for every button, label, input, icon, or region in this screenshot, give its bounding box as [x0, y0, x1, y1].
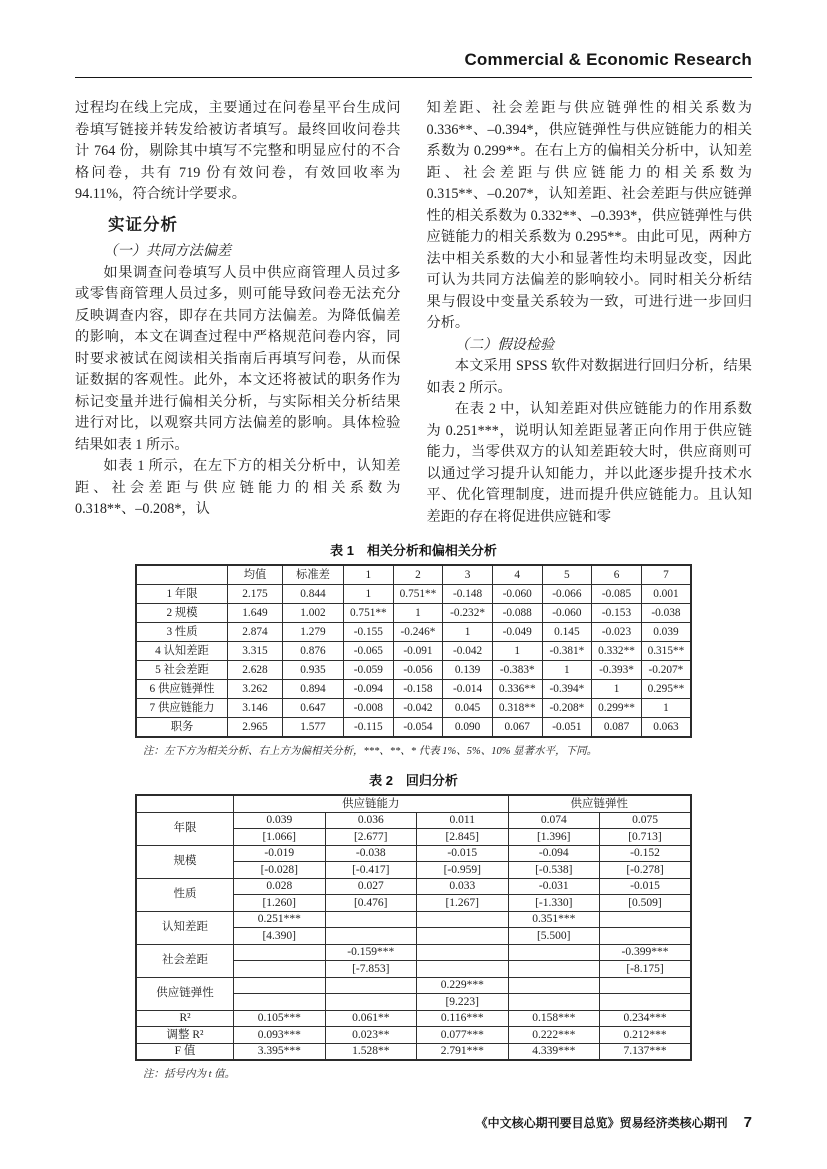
- table-cell: 7.137***: [600, 1043, 692, 1060]
- table-cell: 0.844: [283, 585, 344, 604]
- table-cell: [-1.330]: [508, 895, 600, 912]
- table-cell: -0.091: [393, 642, 443, 661]
- table-cell: 3.262: [228, 680, 283, 699]
- table-row: [136, 604, 691, 623]
- table-cell: [325, 928, 417, 945]
- table-cell: 0.145: [542, 623, 592, 642]
- table-cell: [4.390]: [234, 928, 326, 945]
- table-cell: [508, 944, 600, 961]
- table2-title: 表 2 回归分析: [369, 773, 458, 788]
- table-cell: [0.476]: [325, 895, 417, 912]
- table2-note: 注：括号内为 t 值。: [143, 1069, 236, 1080]
- table-cell: -0.115: [344, 718, 394, 738]
- table-cell: 0.067: [492, 718, 542, 738]
- subsection-heading: （二）假设检验: [454, 336, 555, 353]
- correlation-table: [135, 564, 692, 738]
- group-column-header: 供应链弹性: [508, 795, 691, 812]
- table-cell: -0.060: [542, 604, 592, 623]
- table-cell: [2.845]: [417, 829, 509, 846]
- table-cell: [325, 994, 417, 1011]
- table-cell: 0.876: [283, 642, 344, 661]
- table-cell: [417, 911, 509, 928]
- table-cell: 1: [344, 585, 394, 604]
- table-cell: -0.042: [443, 642, 493, 661]
- table-cell: [-0.278]: [600, 862, 692, 879]
- table-cell: -0.023: [592, 623, 642, 642]
- table-cell: -0.246*: [393, 623, 443, 642]
- table-cell: [-0.028]: [234, 862, 326, 879]
- table-cell: [325, 911, 417, 928]
- table-cell: 0.935: [283, 661, 344, 680]
- table2-head: [136, 795, 691, 812]
- table-row: [136, 977, 691, 994]
- table-cell: [0.509]: [600, 895, 692, 912]
- table-row: [136, 911, 691, 928]
- table-cell: -0.399***: [600, 944, 692, 961]
- table-row: [136, 812, 691, 829]
- table-cell: -0.381*: [542, 642, 592, 661]
- table-cell: [-0.417]: [325, 862, 417, 879]
- row-label: 3 性质: [136, 623, 228, 642]
- row-label: 调整 R²: [136, 1027, 234, 1044]
- table-cell: [508, 994, 600, 1011]
- table-cell: 0.075: [600, 812, 692, 829]
- table-row: [136, 661, 691, 680]
- table-cell: 0.332**: [592, 642, 642, 661]
- row-label: 1 年限: [136, 585, 228, 604]
- table2-body: [136, 812, 691, 1060]
- table-row: [136, 699, 691, 718]
- table-cell: 0.045: [443, 699, 493, 718]
- table1-note: 注：左下方为相关分析、右上方为偏相关分析，***、**、* 代表 1%、5%、10% 显著水平，下同。: [143, 746, 598, 757]
- table-cell: -0.207*: [641, 661, 691, 680]
- table-cell: [417, 961, 509, 978]
- right-column: [427, 98, 753, 528]
- table-cell: 0.222***: [508, 1027, 600, 1044]
- table-cell: -0.394*: [542, 680, 592, 699]
- table-row: [136, 623, 691, 642]
- body-paragraph: 本文采用 SPSS 软件对数据进行回归分析，结果如表 2 所示。: [426, 358, 752, 396]
- table-cell: -0.088: [492, 604, 542, 623]
- table-row: [136, 1043, 691, 1060]
- table-row: [136, 944, 691, 961]
- table-row: [136, 878, 691, 895]
- row-label: F 值: [136, 1043, 234, 1060]
- table-cell: 1.649: [228, 604, 283, 623]
- table-cell: -0.056: [393, 661, 443, 680]
- table-cell: -0.094: [344, 680, 394, 699]
- table-cell: 1.002: [283, 604, 344, 623]
- table-cell: [234, 994, 326, 1011]
- table-cell: -0.015: [417, 845, 509, 862]
- row-label: 6 供应链弹性: [136, 680, 228, 699]
- table-cell: [600, 928, 692, 945]
- table-cell: 0.158***: [508, 1010, 600, 1027]
- table-cell: -0.038: [325, 845, 417, 862]
- table-cell: 0.077***: [417, 1027, 509, 1044]
- table-row: [136, 845, 691, 862]
- table-cell: [417, 944, 509, 961]
- table-cell: -0.008: [344, 699, 394, 718]
- table-cell: 0.251***: [234, 911, 326, 928]
- table-cell: -0.155: [344, 623, 394, 642]
- column-header: 7: [641, 565, 691, 585]
- table-cell: [-0.538]: [508, 862, 600, 879]
- column-header: 标准差: [283, 565, 344, 585]
- table-cell: [600, 994, 692, 1011]
- table-cell: 1.279: [283, 623, 344, 642]
- journal-title-en: Commercial & Economic Research: [464, 50, 752, 69]
- table-cell: 0.234***: [600, 1010, 692, 1027]
- table-cell: [2.677]: [325, 829, 417, 846]
- table-cell: 1.577: [283, 718, 344, 738]
- table-cell: -0.393*: [592, 661, 642, 680]
- table-cell: 2.791***: [417, 1043, 509, 1060]
- table-cell: 3.146: [228, 699, 283, 718]
- column-header: 6: [592, 565, 642, 585]
- table-cell: 2.965: [228, 718, 283, 738]
- body-paragraph: 知差距、社会差距与供应链弹性的相关系数为 0.336**、–0.394*，供应链弹性与供应链能力的相关系数为 0.299**。在右上方的偏相关分析中，认知差距、社会差距与供应链能力的相关系数为 0.315**、–0.207*，认知差距、社会差距与供应链弹性的相关系数为 0.332**、–0.393*，供应链弹性与供应链能力的相关系数为 0.295**。由此可见，两种方法中相关系数的大小和显著性均未明显改变，因此可认为共同方法偏差的影响较小。同时相关分析结果与假设中变量关系较为一致，可进行进一步回归分析。: [426, 100, 752, 331]
- table-cell: -0.042: [393, 699, 443, 718]
- table-cell: -0.038: [641, 604, 691, 623]
- table-cell: 0.212***: [600, 1027, 692, 1044]
- table-cell: 0.023**: [325, 1027, 417, 1044]
- table-row: [136, 718, 691, 738]
- table-cell: 0.105***: [234, 1010, 326, 1027]
- page-number: 7: [743, 1114, 752, 1131]
- table-cell: [234, 961, 326, 978]
- table-cell: [1.267]: [417, 895, 509, 912]
- table-cell: [508, 961, 600, 978]
- article-body: [75, 98, 752, 528]
- table-cell: 0.033: [417, 878, 509, 895]
- table-cell: 0.751**: [393, 585, 443, 604]
- column-header: 2: [393, 565, 443, 585]
- column-header: 1: [344, 565, 394, 585]
- table-cell: -0.054: [393, 718, 443, 738]
- table-cell: [325, 977, 417, 994]
- table1-head: [136, 565, 691, 585]
- table1-title: 表 1 相关分析和偏相关分析: [330, 543, 497, 558]
- table1-body: [136, 585, 691, 738]
- table-cell: 2.628: [228, 661, 283, 680]
- table-cell: [-7.853]: [325, 961, 417, 978]
- table-cell: 2.874: [228, 623, 283, 642]
- left-column: [75, 98, 401, 528]
- table-cell: 0.139: [443, 661, 493, 680]
- table-cell: 0.039: [641, 623, 691, 642]
- table-cell: -0.153: [592, 604, 642, 623]
- table-cell: -0.059: [344, 661, 394, 680]
- table-cell: -0.014: [443, 680, 493, 699]
- table-cell: -0.094: [508, 845, 600, 862]
- table-cell: [234, 977, 326, 994]
- row-label: R²: [136, 1010, 234, 1027]
- table-cell: [0.713]: [600, 829, 692, 846]
- table-cell: -0.049: [492, 623, 542, 642]
- table-cell: -0.060: [492, 585, 542, 604]
- table-cell: 1: [542, 661, 592, 680]
- table-cell: -0.208*: [542, 699, 592, 718]
- table-cell: [600, 977, 692, 994]
- table-cell: -0.031: [508, 878, 600, 895]
- row-label: 5 社会差距: [136, 661, 228, 680]
- column-header: 5: [542, 565, 592, 585]
- table-cell: 1: [393, 604, 443, 623]
- footer-journal-note: 《中文核心期刊要目总览》贸易经济类核心期刊: [475, 1116, 728, 1130]
- table-cell: -0.148: [443, 585, 493, 604]
- table-cell: [5.500]: [508, 928, 600, 945]
- section-heading: 实证分析: [108, 215, 178, 234]
- table-cell: 0.751**: [344, 604, 394, 623]
- table-cell: 0.351***: [508, 911, 600, 928]
- table-cell: 0.318**: [492, 699, 542, 718]
- table-cell: 0.090: [443, 718, 493, 738]
- table-cell: 0.063: [641, 718, 691, 738]
- table-row: [136, 585, 691, 604]
- row-label: 规模: [136, 845, 234, 878]
- page-footer: [476, 1114, 752, 1131]
- table-cell: 0.295**: [641, 680, 691, 699]
- row-label: 性质: [136, 878, 234, 911]
- row-label: 4 认知差距: [136, 642, 228, 661]
- table-cell: [1.260]: [234, 895, 326, 912]
- table-cell: 0.028: [234, 878, 326, 895]
- group-column-header: [136, 795, 234, 812]
- group-column-header: 供应链能力: [234, 795, 509, 812]
- table-cell: 0.087: [592, 718, 642, 738]
- table-row: [136, 1027, 691, 1044]
- table-cell: 4.339***: [508, 1043, 600, 1060]
- table-cell: 0.027: [325, 878, 417, 895]
- table-cell: 0.011: [417, 812, 509, 829]
- table-row: [136, 680, 691, 699]
- table-cell: -0.383*: [492, 661, 542, 680]
- row-label: 2 规模: [136, 604, 228, 623]
- table-row: [136, 1010, 691, 1027]
- table-cell: 1: [492, 642, 542, 661]
- table-cell: [600, 911, 692, 928]
- table-cell: [-8.175]: [600, 961, 692, 978]
- subsection-heading: （一）共同方法偏差: [103, 243, 232, 259]
- table-cell: 1.528**: [325, 1043, 417, 1060]
- table-cell: 0.061**: [325, 1010, 417, 1027]
- table-cell: -0.085: [592, 585, 642, 604]
- row-label: 认知差距: [136, 911, 234, 944]
- table-cell: 0.074: [508, 812, 600, 829]
- table-cell: [508, 977, 600, 994]
- table-cell: 3.315: [228, 642, 283, 661]
- header-rule: [75, 77, 752, 78]
- table-cell: 1: [641, 699, 691, 718]
- table-cell: [-0.959]: [417, 862, 509, 879]
- table-cell: -0.065: [344, 642, 394, 661]
- table-cell: 0.894: [283, 680, 344, 699]
- table-cell: -0.051: [542, 718, 592, 738]
- table-cell: 2.175: [228, 585, 283, 604]
- column-header: 3: [443, 565, 493, 585]
- row-label: 社会差距: [136, 944, 234, 977]
- table-cell: -0.159***: [325, 944, 417, 961]
- table-cell: -0.015: [600, 878, 692, 895]
- table-cell: [1.066]: [234, 829, 326, 846]
- row-label: 年限: [136, 812, 234, 845]
- table-cell: -0.019: [234, 845, 326, 862]
- table-cell: -0.152: [600, 845, 692, 862]
- table-header-row: [136, 795, 691, 812]
- table-cell: 0.315**: [641, 642, 691, 661]
- table-cell: 0.299**: [592, 699, 642, 718]
- table-cell: 0.001: [641, 585, 691, 604]
- table-header-row: [136, 565, 691, 585]
- table-cell: [1.396]: [508, 829, 600, 846]
- column-header: [136, 565, 228, 585]
- table-cell: 0.039: [234, 812, 326, 829]
- table-cell: [9.223]: [417, 994, 509, 1011]
- body-paragraph: 如果调查问卷填写人员中供应商管理人员过多或零售商管理人员过多，则可能导致问卷无法充分反映调查内容，即存在共同方法偏差。为降低偏差的影响，本文在调查过程中严格规范问卷内容，同时要求被试在阅读相关指南后再填写问卷，从而保证数据的客观性。此外，本文还将被试的职务作为标记变量并进行偏相关分析，与实际相关分析结果进行对比，以观察共同方法偏差的影响。具体检验结果如表 1 所示。: [75, 264, 401, 453]
- table-cell: 0.036: [325, 812, 417, 829]
- column-header: 4: [492, 565, 542, 585]
- body-paragraph: 过程均在线上完成，主要通过在问卷星平台生成问卷填写链接并转发给被访者填写。最终回收问卷共计 764 份，剔除其中填写不完整和明显应付的不合格问卷，共有 719 份有效问卷，有效回收率为 94.11%，符合统计学要求。: [75, 100, 401, 202]
- row-label: 供应链弹性: [136, 977, 234, 1010]
- table-cell: [417, 928, 509, 945]
- body-paragraph: 如表 1 所示，在左下方的相关分析中，认知差距、社会差距与供应链能力的相关系数为 0.318**、–0.208*，认: [75, 458, 401, 517]
- table-cell: 0.336**: [492, 680, 542, 699]
- table-cell: 0.647: [283, 699, 344, 718]
- table-cell: 1: [443, 623, 493, 642]
- table-cell: 0.116***: [417, 1010, 509, 1027]
- table-cell: 0.093***: [234, 1027, 326, 1044]
- table-cell: 0.229***: [417, 977, 509, 994]
- table-cell: 1: [592, 680, 642, 699]
- table-row: [136, 642, 691, 661]
- row-label: 7 供应链能力: [136, 699, 228, 718]
- table-cell: -0.158: [393, 680, 443, 699]
- regression-table: [135, 794, 692, 1061]
- column-header: 均值: [228, 565, 283, 585]
- row-label: 职务: [136, 718, 228, 738]
- table-cell: -0.066: [542, 585, 592, 604]
- table-cell: -0.232*: [443, 604, 493, 623]
- body-paragraph: 在表 2 中，认知差距对供应链能力的作用系数为 0.251***，说明认知差距显著正向作用于供应链能力，当零供双方的认知差距较大时，供应商则可以通过学习提升认知能力，并以此逐步提升技术水平、优化管理制度，进而提升供应链能力。且认知差距的存在将促进供应链和零: [426, 401, 752, 525]
- table-cell: 3.395***: [234, 1043, 326, 1060]
- table-cell: [234, 944, 326, 961]
